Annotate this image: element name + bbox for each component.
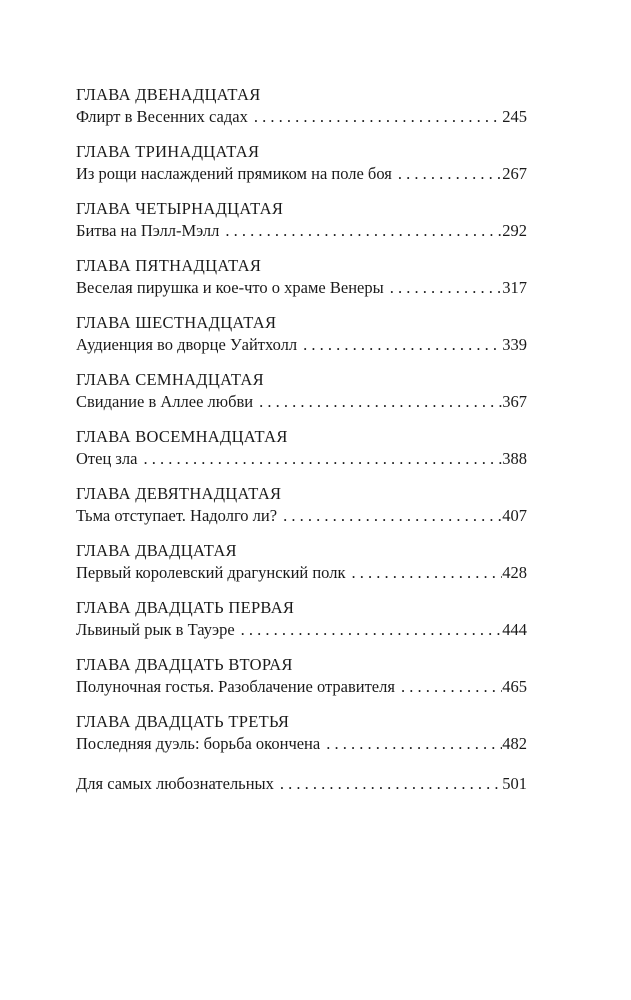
toc-line: [76, 163, 527, 185]
dot-leader: [259, 391, 502, 413]
toc-line: [76, 391, 527, 413]
toc-entry: [76, 369, 527, 413]
toc-entry: [76, 198, 527, 242]
toc-line: [76, 676, 527, 698]
page-number: 444: [502, 620, 527, 639]
page-number: 292: [502, 221, 527, 240]
toc-entry: [76, 255, 527, 299]
page-number: 482: [502, 734, 527, 753]
chapter-heading: ГЛАВА ШЕСТНАДЦАТАЯ: [76, 313, 277, 332]
page-number: 367: [502, 392, 527, 411]
dot-leader: [254, 106, 502, 128]
page-number: 388: [502, 449, 527, 468]
table-of-contents: [76, 84, 527, 808]
toc-entry: [76, 597, 527, 641]
chapter-heading: ГЛАВА ВОСЕМНАДЦАТАЯ: [76, 427, 288, 446]
toc-line: [76, 106, 527, 128]
toc-entry-appendix: [76, 773, 527, 795]
chapter-title: Флирт в Весенних садах: [76, 107, 248, 126]
page-number: 407: [502, 506, 527, 525]
chapter-title: Свидание в Аллее любви: [76, 392, 254, 411]
toc-line: [76, 773, 527, 795]
chapter-title: Аудиенция во дворце Уайтхолл: [76, 335, 298, 354]
page-number: 501: [502, 774, 527, 793]
chapter-title: Битва на Пэлл-Мэлл: [76, 221, 220, 240]
toc-line: [76, 334, 527, 356]
dot-leader: [390, 277, 503, 299]
chapter-heading: ГЛАВА ДВАДЦАТЬ ТРЕТЬЯ: [76, 712, 290, 731]
dot-leader: [280, 773, 502, 795]
toc-entry: [76, 426, 527, 470]
toc-line: [76, 277, 527, 299]
appendix-title: Для самых любознательных: [76, 774, 274, 793]
toc-entry: [76, 483, 527, 527]
toc-entry: [76, 312, 527, 356]
toc-line: [76, 505, 527, 527]
toc-entry: [76, 711, 527, 755]
toc-entry: [76, 84, 527, 128]
dot-leader: [241, 619, 503, 641]
dot-leader: [398, 163, 502, 185]
chapter-heading: ГЛАВА ДВЕНАДЦАТАЯ: [76, 85, 261, 104]
toc-line: [76, 448, 527, 470]
dot-leader: [303, 334, 502, 356]
chapter-title: Веселая пирушка и кое-что о храме Венеры: [76, 278, 384, 297]
chapter-title: Отец зла: [76, 449, 138, 468]
page-number: 428: [502, 563, 527, 582]
dot-leader: [401, 676, 502, 698]
chapter-heading: ГЛАВА ДВАДЦАТАЯ: [76, 541, 237, 560]
dot-leader: [283, 505, 502, 527]
toc-line: [76, 733, 527, 755]
chapter-title: Тьма отступает. Надолго ли?: [76, 506, 278, 525]
page-number: 245: [502, 107, 527, 126]
chapter-heading: ГЛАВА ПЯТНАДЦАТАЯ: [76, 256, 262, 275]
toc-line: [76, 619, 527, 641]
chapter-title: Первый королевский драгунский полк: [76, 563, 346, 582]
chapter-heading: ГЛАВА ДВАДЦАТЬ ВТОРАЯ: [76, 655, 293, 674]
toc-entry: [76, 540, 527, 584]
chapter-heading: ГЛАВА ТРИНАДЦАТАЯ: [76, 142, 260, 161]
toc-line: [76, 220, 527, 242]
chapter-title: Полуночная гостья. Разоблачение отравителя: [76, 677, 395, 696]
page-number: 465: [502, 677, 527, 696]
page-number: 317: [502, 278, 527, 297]
chapter-title: Из рощи наслаждений прямиком на поле боя: [76, 164, 392, 183]
chapter-heading: ГЛАВА ДВАДЦАТЬ ПЕРВАЯ: [76, 598, 295, 617]
chapter-title: Львиный рык в Тауэре: [76, 620, 235, 639]
toc-entry: [76, 654, 527, 698]
dot-leader: [225, 220, 502, 242]
dot-leader: [351, 562, 502, 584]
chapter-heading: ГЛАВА СЕМНАДЦАТАЯ: [76, 370, 264, 389]
page-number: 267: [502, 164, 527, 183]
chapter-title: Последняя дуэль: борьба окончена: [76, 734, 321, 753]
chapter-heading: ГЛАВА ЧЕТЫРНАДЦАТАЯ: [76, 199, 284, 218]
chapter-heading: ГЛАВА ДЕВЯТНАДЦАТАЯ: [76, 484, 282, 503]
dot-leader: [326, 733, 502, 755]
toc-line: [76, 562, 527, 584]
page-number: 339: [502, 335, 527, 354]
toc-entry: [76, 141, 527, 185]
dot-leader: [143, 448, 502, 470]
